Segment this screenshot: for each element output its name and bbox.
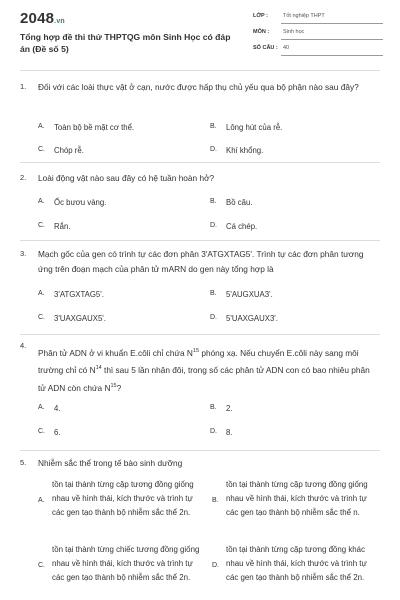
option-letter: C. (38, 314, 45, 321)
question-divider (20, 162, 380, 163)
logo-text: 2048 (20, 10, 55, 27)
option-text: 5'UAXGAUX3'. (226, 314, 278, 323)
option-letter: D. (210, 314, 217, 321)
option-text: tồn tại thành từng cặp tương đồng giống nhau về hình thái, kích thước và trình tự các gen tạo thành bộ nhiễm sắc thể n. (226, 480, 368, 517)
option-letter: D. (212, 562, 219, 569)
option-text: Ốc bươu vàng. (54, 198, 107, 207)
option-letter: C. (38, 428, 45, 435)
option-text: Rắn. (54, 222, 71, 231)
option-letter: B. (210, 290, 217, 297)
meta-underline (281, 39, 383, 40)
option-text: 4. (54, 404, 61, 413)
meta-count-label: SỐ CÂU : (253, 45, 278, 51)
option-text: tồn tại thành từng chiếc tương đồng giống nhau về hình thái, kích thước và trình tự các gen tạo thành bộ nhiễm sắc thể 2n. (52, 545, 200, 582)
meta-count (253, 43, 383, 57)
meta-class (253, 11, 383, 25)
option-letter: A. (38, 404, 45, 411)
question-number: 1. (20, 82, 27, 91)
meta-class-value: Tốt nghiệp THPT (283, 13, 325, 19)
question-number: 2. (20, 173, 27, 182)
stem-text: thì sau 5 lần nhân đôi, trong số các phân tử ADN con có bao nhiêu phân tử ADN còn chứa N (38, 365, 370, 393)
superscript: 14 (95, 365, 102, 372)
option-letter: D. (210, 428, 217, 435)
option-letter: B. (210, 123, 217, 130)
option-text: tồn tại thành từng cặp tương đồng khác nhau về hình thái, kích thước và trình tự các gen tạo thành bộ nhiễm sắc thể 2n. (226, 545, 367, 582)
option-text: Bồ câu. (226, 198, 253, 207)
stem-text: Phân tử ADN ở vi khuẩn E.côli chỉ chứa N (38, 347, 193, 358)
question-divider (20, 334, 380, 335)
stem-text: ? (116, 382, 122, 393)
meta-underline (281, 55, 383, 56)
option-letter: B. (210, 404, 217, 411)
stem-text: phóng xạ. Nếu chuyển E.côli này sang môi trường chỉ có N (38, 347, 359, 376)
site-logo[interactable] (20, 10, 65, 27)
question-number: 3. (20, 249, 27, 258)
option-text: Cá chép. (226, 222, 258, 231)
option-text: tồn tại thành từng cặp tương đồng giống nhau về hình thái, kích thước và trình tự các gen tạo thành bộ nhiễm sắc thể 2n. (52, 480, 194, 517)
question-number: 4. (20, 341, 27, 350)
header (0, 0, 400, 68)
option-letter: C. (38, 222, 45, 229)
question-stem: Đối với các loài thực vật ở cạn, nước được hấp thụ chủ yếu qua bộ phận nào sau đây? (38, 82, 359, 92)
superscript: 15 (192, 348, 200, 354)
option-text: Khí khổng. (226, 146, 264, 155)
option-letter: A. (38, 497, 45, 504)
option-letter: D. (210, 222, 217, 229)
option-letter: A. (38, 290, 45, 297)
option-letter: C. (38, 562, 45, 569)
meta-subject-label: MÔN : (253, 29, 270, 35)
meta-subject (253, 27, 383, 41)
option-text: 3'UAXGAUX5'. (54, 314, 106, 323)
question-stem (38, 344, 378, 396)
question-divider (20, 450, 380, 451)
option-text: Toàn bộ bề mặt cơ thể. (54, 123, 135, 132)
question-stem: Loài động vật nào sau đây có hệ tuần hoàn hở? (38, 173, 215, 183)
header-divider (20, 70, 380, 71)
option-text: 8. (226, 428, 233, 437)
meta-underline (281, 23, 383, 24)
option-letter: D. (210, 146, 217, 153)
option-letter: B. (212, 497, 219, 504)
option-letter: C. (38, 146, 45, 153)
option-text: 5'AUGXUA3'. (226, 290, 273, 299)
option-letter: A. (38, 198, 45, 205)
logo-suffix: .vn (54, 18, 65, 25)
question-number: 5. (20, 458, 27, 467)
meta-class-label: LỚP : (253, 13, 268, 19)
option-text: 2. (226, 404, 233, 413)
option-text: Lông hút của rễ. (226, 123, 283, 132)
option-text: Chóp rễ. (54, 146, 84, 155)
meta-count-value: 40 (283, 45, 290, 51)
question-stem: Nhiễm sắc thể trong tế bào sinh dưỡng (38, 458, 183, 468)
option-text: 3'ATGXTAG5'. (54, 290, 104, 299)
exam-title: Tổng hợp đề thi thử THPTQG môn Sinh Học có đáp án (Đề số 5) (20, 32, 231, 54)
option-letter: B. (210, 198, 217, 205)
option-letter: A. (38, 123, 45, 130)
meta-subject-value: Sinh học (283, 29, 305, 35)
question-stem: Mạch gốc của gen có trình tự các đơn phân 3'ATGXTAG5'. Trình tự các đơn phân tương ứng trên đoạn mạch của phân tử mARN do gen này tổng hợp là (38, 249, 364, 274)
superscript: 15 (110, 382, 117, 389)
option-text: 6. (54, 428, 61, 437)
question-divider (20, 240, 380, 241)
